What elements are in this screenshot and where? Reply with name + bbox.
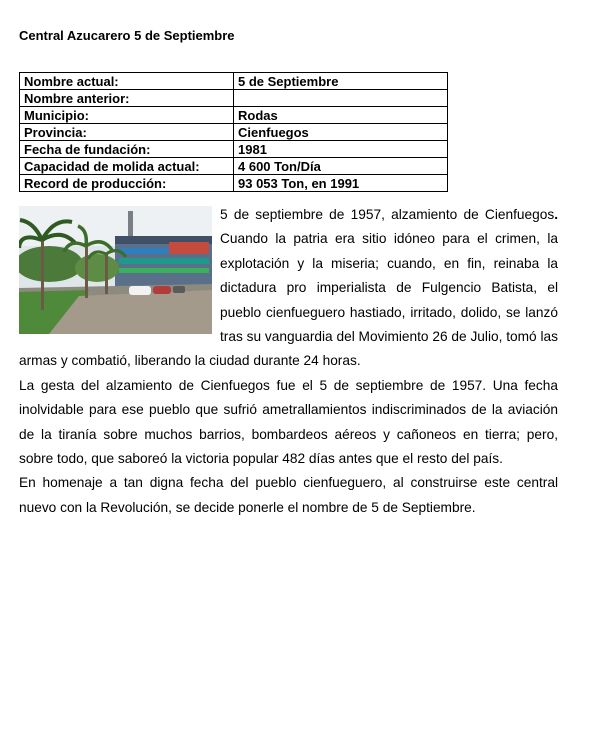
row-label: Nombre actual: <box>20 73 234 90</box>
paragraph-1-text: Cuando la patria era sitio idóneo para el crimen, la explotación y la miseria; cuando, en fin, reinaba la dictadura pro imperialista de Fulgencio Batista, el pueblo cienfueguero hastiado, irritado, dolido, se lanzó tras su vanguardia del Movimiento 26 de Julio, tomó las armas y combatió, liberando la ciudad durante 24 horas. <box>19 231 558 369</box>
table-row <box>20 73 448 90</box>
table-row <box>20 90 448 107</box>
article-paragraph: En homenaje a tan digna fecha del pueblo cienfueguero, al construirse este central nuevo con la Revolución, se decide ponerle el nombre de 5 de Septiembre. <box>19 475 558 515</box>
table-row <box>20 124 448 141</box>
row-value <box>234 90 448 107</box>
row-label: Nombre anterior: <box>20 90 234 107</box>
table-row <box>20 175 448 192</box>
row-label: Capacidad de molida actual: <box>20 158 234 175</box>
photo-spacer <box>19 203 220 335</box>
row-label: Provincia: <box>20 124 234 141</box>
row-value: 4 600 Ton/Día <box>234 158 448 175</box>
row-label: Fecha de fundación: <box>20 141 234 158</box>
lead-sentence: 5 de septiembre de 1957, alzamiento de Cienfuegos <box>220 207 555 222</box>
row-value: 1981 <box>234 141 448 158</box>
row-label: Municipio: <box>20 107 234 124</box>
lead-period: . <box>554 207 558 222</box>
row-value: Rodas <box>234 107 448 124</box>
row-value: Cienfuegos <box>234 124 448 141</box>
info-table <box>19 72 448 192</box>
row-label: Record de producción: <box>20 175 234 192</box>
row-value: 93 053 Ton, en 1991 <box>234 175 448 192</box>
article-body <box>19 203 558 520</box>
row-value: 5 de Septiembre <box>234 73 448 90</box>
table-row <box>20 158 448 175</box>
article-paragraph: La gesta del alzamiento de Cienfuegos fue el 5 de septiembre de 1957. Una fecha inolvidable para ese pueblo que sufrió ametrallamientos indiscriminados de la aviación de la tiranía sobre muchos barrios, bombardeos aéreos y cañoneos en tierra; pero, sobre todo, que saboreó la victoria popular 482 días antes que el resto del país. <box>19 377 558 467</box>
document-title: Central Azucarero 5 de Septiembre <box>19 28 235 43</box>
table-row <box>20 141 448 158</box>
table-row <box>20 107 448 124</box>
